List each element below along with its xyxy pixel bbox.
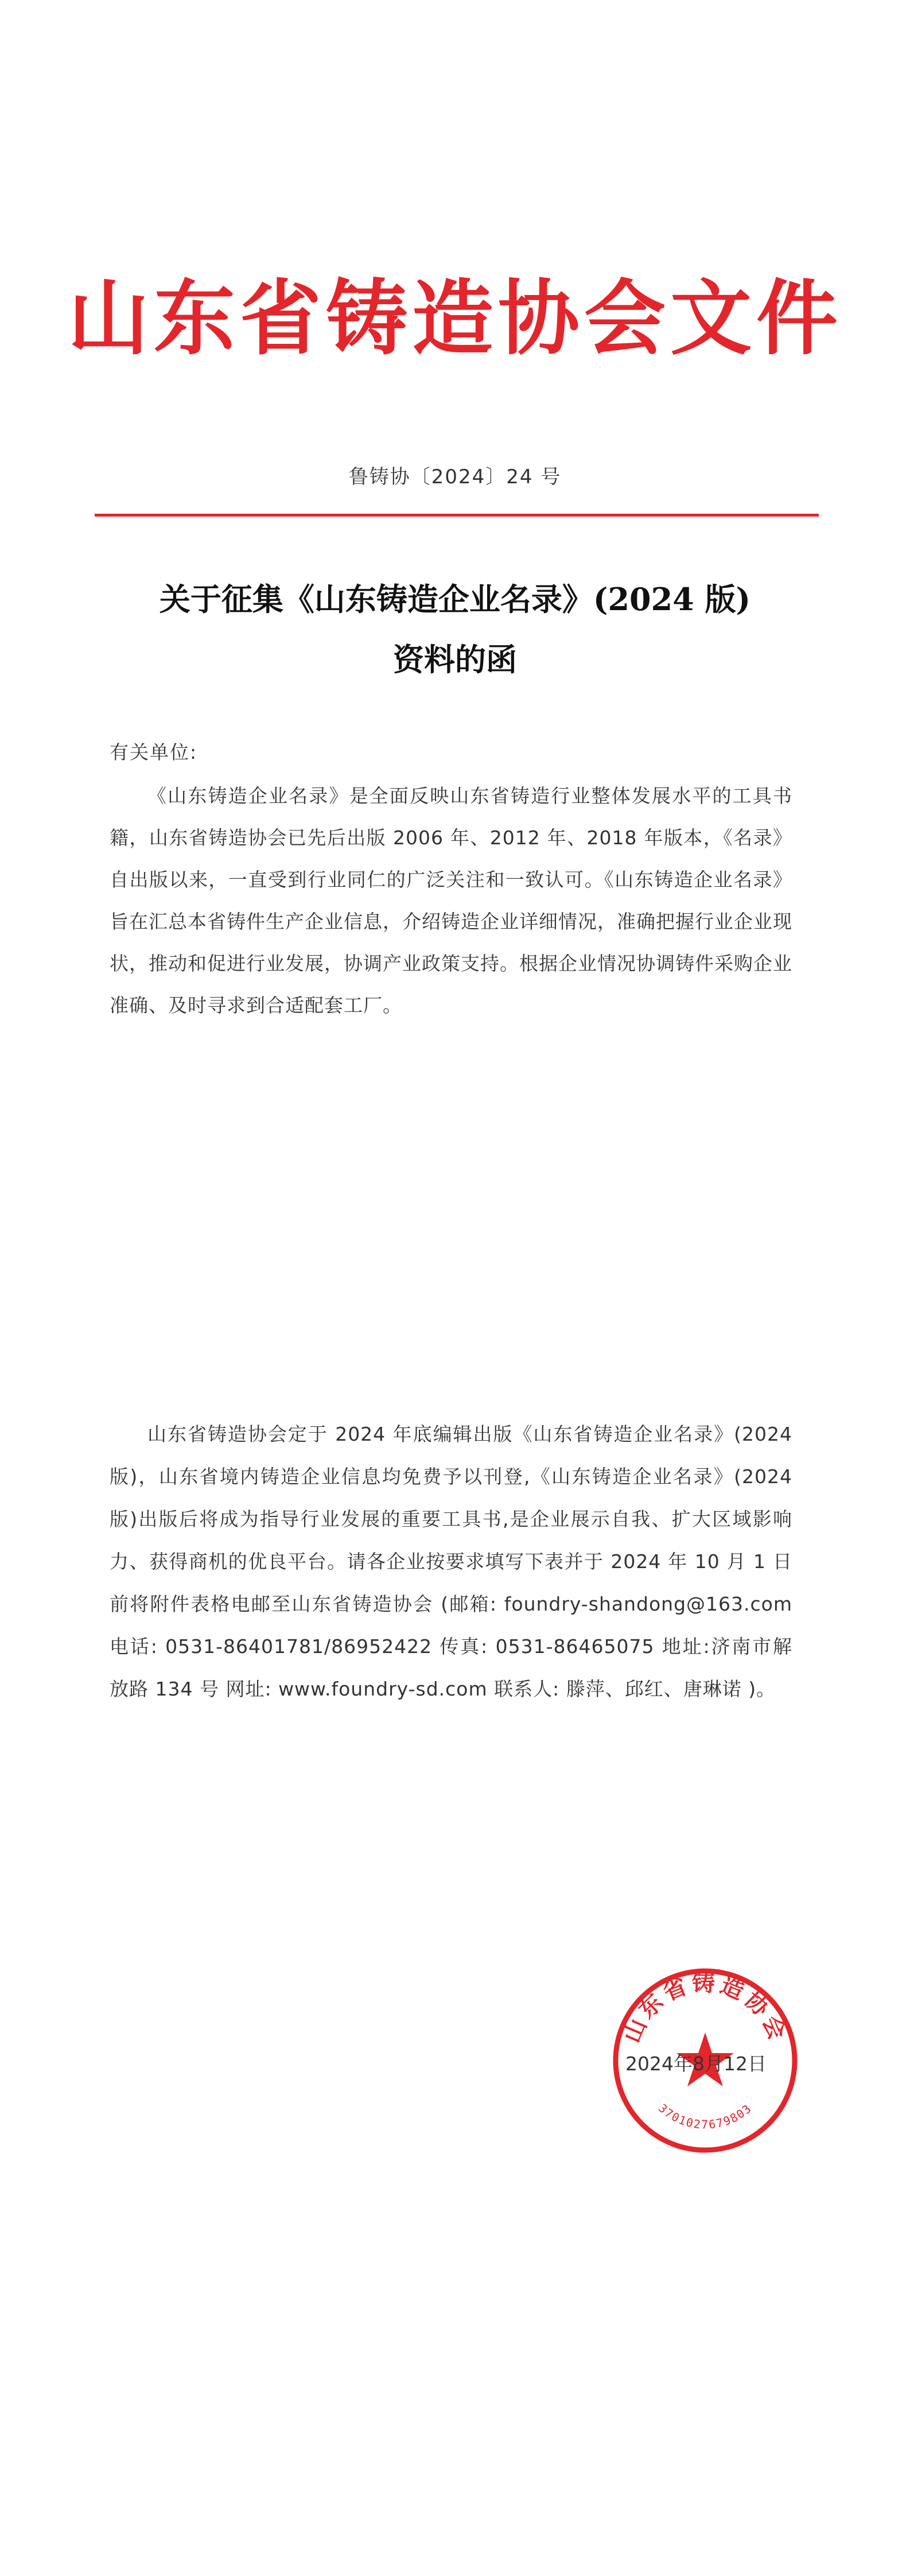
title-line-1: 关于征集《山东铸造企业名录》(2024 版) bbox=[159, 581, 751, 618]
stamp-text: 山东省铸造协会 bbox=[619, 1970, 792, 2047]
issue-date: 2024年8月12日 bbox=[625, 2053, 767, 2075]
document-banner: 山东省铸造协会文件 bbox=[68, 271, 842, 366]
title-line-2: 资料的函 bbox=[393, 641, 517, 678]
document-number: 鲁铸协〔2024〕24 号 bbox=[348, 465, 562, 488]
red-divider bbox=[95, 514, 819, 517]
paragraph-details: 山东省铸造协会定于 2024 年底编辑出版《山东省铸造企业名录》(2024 版)，山东省境内铸造企业信息均免费予以刊登,《山东铸造企业名录》(2024 版)出版后将成为指导行业发展的重要工具书,是企业展示自我、扩大区域影响力、获得商机的优良平台。请各企业按要求填写下表并于 2024 年 10 月 1 日前将附件表格电邮至山东省铸造协会 (邮箱: foundry-shandong@163.com 电话: 0531-86401781/86952422 传真: 0531-86465075 地址:济南市解放路 134 号 网址: www.foundry-sd.com 联系人: 滕萍、邱红、唐琳诺 )。 bbox=[110, 1423, 792, 1700]
salutation: 有关单位: bbox=[110, 741, 198, 763]
svg-text:3701027679803 bbox=[656, 2101, 755, 2132]
paragraph-intro: 《山东铸造企业名录》是全面反映山东省铸造行业整体发展水平的工具书籍，山东省铸造协会已先后出版 2006 年、2012 年、2018 年版本，《名录》自出版以来，一直受到行业同仁的广泛关注和一致认可。《山东铸造企业名录》旨在汇总本省铸件生产企业信息，介绍铸造企业详细情况，准确把握行业企业现状，推动和促进行业发展，协调产业政策支持。根据企业情况协调铸件采购企业准确、及时寻求到合适配套工厂。 bbox=[110, 785, 792, 1017]
stamp-code: 3701027679803 bbox=[656, 2101, 755, 2132]
